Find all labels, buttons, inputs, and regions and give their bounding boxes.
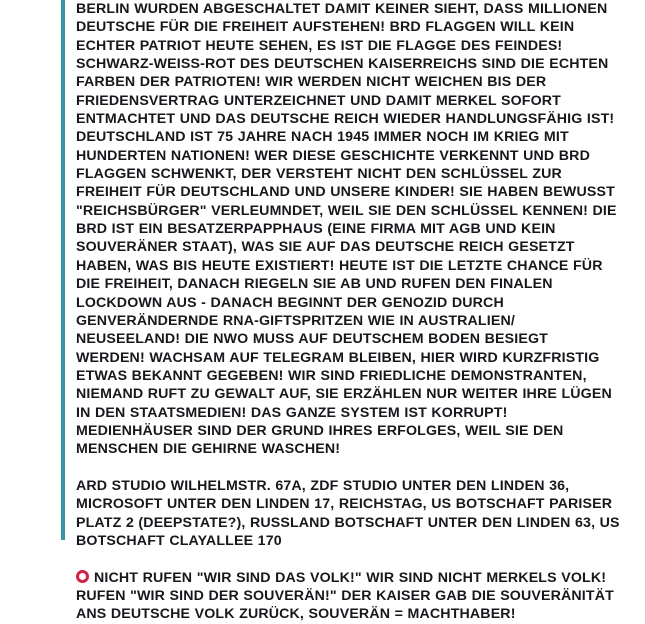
post-paragraph-addresses: ARD STUDIO WILHELMSTR. 67A, ZDF STUDIO UNTER DEN LINDEN 36, MICROSOFT UNTER DEN LINDEN 17, REICHSTAG, US BOTSCHAFT PARISER PLATZ 2 (DEEPSTATE?), RUSSLAND BOTSCHAFT UNTER DEN LINDEN 63, US BOTSCHAFT CLAYALLEE 170 bbox=[76, 477, 620, 549]
post-body bbox=[76, 0, 621, 624]
post-paragraph-main: BERLIN WURDEN ABGESCHALTET DAMIT KEINER SIEHT, DASS MILLIONEN DEUTSCHE FÜR DIE FREIHEIT AUFSTEHEN! BRD FLAGGEN WILL KEIN ECHTER PATRIOT HEUTE SEHEN, ES IST DIE FLAGGE DES FEINDES! SCHWARZ-WEISS-ROT DES DEUTSCHEN KAISERREICHS SIND DIE ECHTEN FARBEN DER PATRIOTEN! WIR WERDEN NICHT WEICHEN BIS DER FRIEDENSVERTRAG UNTERZEICHNET UND DAMIT MERKEL SOFORT ENTMACHTET UND DAS DEUTSCHE REICH WIEDER HANDLUNGSFÄHIG IST! DEUTSCHLAND IST 75 JAHRE NACH 1945 IMMER NOCH IM KRIEG MIT HUNDERTEN NATIONEN! WER DIESE GESCHICHTE VERKENNT UND BRD FLAGGEN SCHWENKT, DER VERSTEHT NICHT DEN SCHLÜSSEL ZUR FREIHEIT FÜR DEUTSCHLAND UND UNSERE KINDER! SIE HABEN BEWUSST "REICHSBÜRGER" VERLEUMNDET, WEIL SIE DEN SCHLÜSSEL KENNEN! DIE BRD IST EIN BESATZERPAPPHAUS (EINE FIRMA MIT AGB UND KEIN SOUVERÄNER STAAT), WAS SIE AUF DAS DEUTSCHE REICH GESETZT HABEN, WAS BIS HEUTE EXISTIERT! HEUTE IST DIE LETZTE CHANCE FÜR DIE FREIHEIT, DANACH RIEGELN SIE AB UND RUFEN DEN FINALEN LOCKDOWN AUS - DANACH BEGINNT DER GENOZID DURCH GENVERÄNDERNDE RNA-GIFTSPRITZEN WIE IN AUSTRALIEN/ NEUSEELAND! DIE NWO MUSS AUF DEUTSCHEM BODEN BESIEGT WERDEN! WACHSAM AUF TELEGRAM BLEIBEN, HIER WIRD KURZFRISTIG ETWAS BEKANNT GEGEBEN! WIR SIND FRIEDLICHE DEMONSTRANTEN, NIEMAND RUFT ZU GEWALT AUF, SIE ERZÄHLEN NUR WEITER IHRE LÜGEN IN DEN STAATSMEDIEN! DAS GANZE SYSTEM IST KORRUPT! MEDIENHÄUSER SIND DER GRUND IHRES ERFOLGES, WEIL SIE DEN MENSCHEN DIE GEHIRNE WASCHEN! bbox=[76, 1, 617, 458]
post-paragraph-call bbox=[76, 569, 621, 624]
red-hollow-circle-icon bbox=[76, 570, 89, 583]
post-paragraph-call-text: NICHT RUFEN "WIR SIND DAS VOLK!" WIR SIND NICHT MERKELS VOLK! RUFEN "WIR SIND DER SOUVERÄN!" DER KAISER GAB DIE SOUVERÄNITÄT ANS DEUTSCHE VOLK ZURÜCK, SOUVERÄN = MACHTHABER! bbox=[76, 569, 614, 623]
quote-accent-bar bbox=[61, 0, 65, 540]
